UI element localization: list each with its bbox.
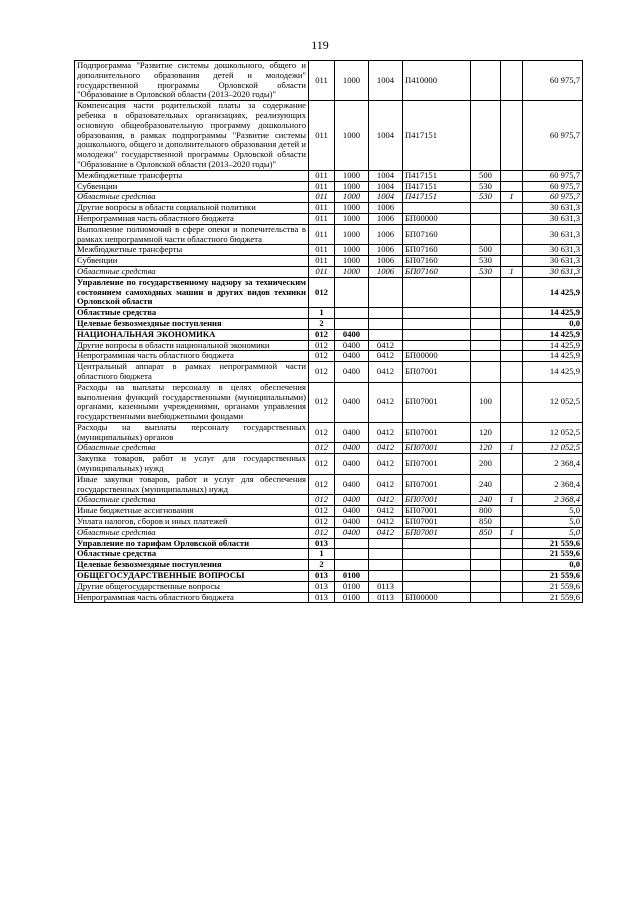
row-subsection-cell: 0412 xyxy=(369,495,403,506)
row-section-cell: 0400 xyxy=(335,329,369,340)
row-name-cell: НАЦИОНАЛЬНАЯ ЭКОНОМИКА xyxy=(75,329,309,340)
row-name-cell: Иные бюджетные ассигнования xyxy=(75,506,309,517)
row-amount-cell: 30 631,3 xyxy=(523,213,583,224)
row-section-cell: 0100 xyxy=(335,592,369,603)
row-amount-cell: 60 975,7 xyxy=(523,170,583,181)
row-name-cell: Целевые безвозмездные поступления xyxy=(75,318,309,329)
row-grbs-cell: 012 xyxy=(309,422,335,443)
row-grbs-cell: 011 xyxy=(309,213,335,224)
row-expense-type-cell: 240 xyxy=(471,474,501,495)
row-grbs-cell: 012 xyxy=(309,474,335,495)
row-source-cell xyxy=(501,506,523,517)
row-source-cell xyxy=(501,101,523,171)
row-section-cell xyxy=(335,549,369,560)
row-source-cell xyxy=(501,245,523,256)
row-section-cell xyxy=(335,560,369,571)
row-subsection-cell xyxy=(369,277,403,307)
row-target-article-cell: БП07001 xyxy=(403,382,471,422)
row-name-cell: Субвенции xyxy=(75,181,309,192)
row-target-article-cell: П417151 xyxy=(403,170,471,181)
row-grbs-cell: 2 xyxy=(309,318,335,329)
row-name-cell: Управление по государственному надзору за техническим состоянием самоходных машин и других видов техники Орловской области xyxy=(75,277,309,307)
row-source-cell xyxy=(501,329,523,340)
row-section-cell: 0400 xyxy=(335,474,369,495)
row-source-cell: 1 xyxy=(501,443,523,454)
row-name-cell: Компенсация части родительской платы за содержание ребенка в образовательных организациях, реализующих основную общеобразовательную программу дошкольного образования, в рамках подпрограммы "Развитие системы дошкольного, общего и дополнительного образования детей и молодежи" государственной программы Орловской области "Образование в Орловской области (2013–2020 годы)" xyxy=(75,101,309,171)
row-subsection-cell: 0412 xyxy=(369,340,403,351)
row-expense-type-cell xyxy=(471,592,501,603)
row-source-cell xyxy=(501,213,523,224)
row-amount-cell: 5,0 xyxy=(523,527,583,538)
row-amount-cell: 14 425,9 xyxy=(523,351,583,362)
row-subsection-cell: 0113 xyxy=(369,581,403,592)
table-row xyxy=(75,538,583,549)
row-expense-type-cell: 850 xyxy=(471,527,501,538)
row-grbs-cell: 012 xyxy=(309,527,335,538)
table-row xyxy=(75,266,583,277)
row-target-article-cell: БП07001 xyxy=(403,495,471,506)
row-subsection-cell: 0412 xyxy=(369,454,403,475)
row-section-cell: 0400 xyxy=(335,382,369,422)
row-subsection-cell xyxy=(369,549,403,560)
row-name-cell: Межбюджетные трансферты xyxy=(75,170,309,181)
row-subsection-cell: 0412 xyxy=(369,422,403,443)
row-amount-cell: 30 631,3 xyxy=(523,203,583,214)
row-name-cell: Областные средства xyxy=(75,527,309,538)
row-subsection-cell: 1004 xyxy=(369,170,403,181)
row-section-cell: 0400 xyxy=(335,422,369,443)
table-row xyxy=(75,581,583,592)
row-expense-type-cell: 530 xyxy=(471,256,501,267)
row-target-article-cell: П417151 xyxy=(403,101,471,171)
row-amount-cell: 21 559,6 xyxy=(523,571,583,582)
row-name-cell: Непрограммная часть областного бюджета xyxy=(75,351,309,362)
row-subsection-cell xyxy=(369,308,403,319)
row-name-cell: Областные средства xyxy=(75,549,309,560)
row-name-cell: Целевые безвозмездные поступления xyxy=(75,560,309,571)
row-section-cell xyxy=(335,308,369,319)
row-grbs-cell: 2 xyxy=(309,560,335,571)
row-section-cell: 0400 xyxy=(335,527,369,538)
row-subsection-cell: 0113 xyxy=(369,592,403,603)
row-section-cell: 0400 xyxy=(335,443,369,454)
row-target-article-cell: БП07160 xyxy=(403,256,471,267)
page-number: 119 xyxy=(311,38,329,52)
row-section-cell: 0400 xyxy=(335,340,369,351)
row-amount-cell: 60 975,7 xyxy=(523,61,583,101)
row-section-cell: 0400 xyxy=(335,454,369,475)
row-expense-type-cell: 850 xyxy=(471,517,501,528)
row-amount-cell: 14 425,9 xyxy=(523,362,583,383)
row-expense-type-cell xyxy=(471,61,501,101)
row-section-cell: 1000 xyxy=(335,192,369,203)
row-expense-type-cell: 240 xyxy=(471,495,501,506)
table-row xyxy=(75,443,583,454)
table-row xyxy=(75,517,583,528)
row-source-cell xyxy=(501,318,523,329)
row-subsection-cell xyxy=(369,538,403,549)
budget-table xyxy=(74,60,583,603)
table-row xyxy=(75,422,583,443)
row-source-cell xyxy=(501,538,523,549)
row-target-article-cell xyxy=(403,318,471,329)
row-expense-type-cell xyxy=(471,538,501,549)
row-target-article-cell: П417151 xyxy=(403,192,471,203)
row-target-article-cell: БП07001 xyxy=(403,362,471,383)
row-source-cell xyxy=(501,571,523,582)
row-source-cell xyxy=(501,351,523,362)
row-grbs-cell: 011 xyxy=(309,245,335,256)
row-grbs-cell: 012 xyxy=(309,329,335,340)
row-name-cell: Расходы на выплаты персоналу государственных (муниципальных) органов xyxy=(75,422,309,443)
row-target-article-cell: БП00000 xyxy=(403,213,471,224)
row-name-cell: Областные средства xyxy=(75,266,309,277)
table-row xyxy=(75,560,583,571)
row-target-article-cell: П417151 xyxy=(403,181,471,192)
row-expense-type-cell xyxy=(471,560,501,571)
row-expense-type-cell xyxy=(471,224,501,245)
row-grbs-cell: 011 xyxy=(309,61,335,101)
row-amount-cell: 5,0 xyxy=(523,506,583,517)
row-subsection-cell: 1006 xyxy=(369,266,403,277)
row-amount-cell: 30 631,3 xyxy=(523,256,583,267)
table-row xyxy=(75,277,583,307)
row-subsection-cell: 0412 xyxy=(369,474,403,495)
row-target-article-cell: БП07001 xyxy=(403,506,471,517)
table-row xyxy=(75,454,583,475)
row-name-cell: Субвенции xyxy=(75,256,309,267)
row-expense-type-cell xyxy=(471,549,501,560)
row-amount-cell: 30 631,3 xyxy=(523,224,583,245)
row-grbs-cell: 011 xyxy=(309,192,335,203)
row-subsection-cell: 0412 xyxy=(369,517,403,528)
row-section-cell: 1000 xyxy=(335,101,369,171)
row-amount-cell: 12 052,5 xyxy=(523,382,583,422)
row-name-cell: Другие вопросы в области национальной экономики xyxy=(75,340,309,351)
row-source-cell xyxy=(501,181,523,192)
row-expense-type-cell: 800 xyxy=(471,506,501,517)
row-target-article-cell xyxy=(403,277,471,307)
row-subsection-cell: 1004 xyxy=(369,101,403,171)
row-expense-type-cell: 200 xyxy=(471,454,501,475)
row-expense-type-cell: 530 xyxy=(471,266,501,277)
row-subsection-cell: 1006 xyxy=(369,256,403,267)
row-section-cell: 1000 xyxy=(335,245,369,256)
row-name-cell: Межбюджетные трансферты xyxy=(75,245,309,256)
row-section-cell: 0400 xyxy=(335,351,369,362)
row-amount-cell: 12 052,5 xyxy=(523,422,583,443)
row-source-cell xyxy=(501,549,523,560)
table-row xyxy=(75,213,583,224)
row-section-cell xyxy=(335,277,369,307)
row-grbs-cell: 012 xyxy=(309,506,335,517)
row-amount-cell: 21 559,6 xyxy=(523,538,583,549)
row-source-cell xyxy=(501,581,523,592)
row-name-cell: Центральный аппарат в рамках непрограммной части областного бюджета xyxy=(75,362,309,383)
row-amount-cell: 5,0 xyxy=(523,517,583,528)
row-source-cell xyxy=(501,592,523,603)
row-amount-cell: 14 425,9 xyxy=(523,340,583,351)
row-subsection-cell: 1004 xyxy=(369,61,403,101)
row-section-cell xyxy=(335,538,369,549)
row-section-cell: 0400 xyxy=(335,517,369,528)
table-row xyxy=(75,61,583,101)
row-name-cell: Подпрограмма "Развитие системы дошкольного, общего и дополнительного образования детей и молодежи" государственной программы Орловской области "Образование в Орловской области (2013–2020 годы)" xyxy=(75,61,309,101)
row-amount-cell: 12 052,5 xyxy=(523,443,583,454)
row-grbs-cell: 012 xyxy=(309,382,335,422)
row-target-article-cell: БП00000 xyxy=(403,592,471,603)
row-source-cell xyxy=(501,224,523,245)
row-grbs-cell: 011 xyxy=(309,256,335,267)
row-section-cell xyxy=(335,318,369,329)
row-name-cell: Областные средства xyxy=(75,443,309,454)
table-row xyxy=(75,203,583,214)
row-expense-type-cell xyxy=(471,581,501,592)
row-expense-type-cell xyxy=(471,318,501,329)
row-grbs-cell: 012 xyxy=(309,495,335,506)
row-expense-type-cell: 120 xyxy=(471,422,501,443)
row-subsection-cell: 0412 xyxy=(369,362,403,383)
row-grbs-cell: 011 xyxy=(309,266,335,277)
row-subsection-cell: 0412 xyxy=(369,506,403,517)
row-name-cell: Закупка товаров, работ и услуг для государственных (муниципальных) нужд xyxy=(75,454,309,475)
row-source-cell xyxy=(501,517,523,528)
row-amount-cell: 21 559,6 xyxy=(523,592,583,603)
row-target-article-cell: П410000 xyxy=(403,61,471,101)
row-grbs-cell: 012 xyxy=(309,340,335,351)
row-amount-cell: 0,0 xyxy=(523,318,583,329)
table-row xyxy=(75,256,583,267)
row-expense-type-cell: 100 xyxy=(471,382,501,422)
row-expense-type-cell xyxy=(471,340,501,351)
row-target-article-cell xyxy=(403,571,471,582)
row-target-article-cell: БП00000 xyxy=(403,351,471,362)
row-target-article-cell: БП07001 xyxy=(403,454,471,475)
row-section-cell: 1000 xyxy=(335,203,369,214)
row-name-cell: ОБЩЕГОСУДАРСТВЕННЫЕ ВОПРОСЫ xyxy=(75,571,309,582)
table-row xyxy=(75,245,583,256)
table-row xyxy=(75,495,583,506)
row-expense-type-cell: 120 xyxy=(471,443,501,454)
row-grbs-cell: 012 xyxy=(309,362,335,383)
row-target-article-cell: БП07160 xyxy=(403,245,471,256)
row-grbs-cell: 011 xyxy=(309,181,335,192)
row-target-article-cell xyxy=(403,329,471,340)
table-row xyxy=(75,192,583,203)
row-expense-type-cell xyxy=(471,277,501,307)
row-grbs-cell: 013 xyxy=(309,592,335,603)
row-expense-type-cell xyxy=(471,203,501,214)
row-amount-cell: 2 368,4 xyxy=(523,495,583,506)
table-row xyxy=(75,308,583,319)
row-source-cell xyxy=(501,474,523,495)
row-expense-type-cell xyxy=(471,101,501,171)
row-expense-type-cell xyxy=(471,571,501,582)
row-grbs-cell: 1 xyxy=(309,549,335,560)
row-section-cell: 0100 xyxy=(335,581,369,592)
row-section-cell: 0400 xyxy=(335,495,369,506)
row-grbs-cell: 1 xyxy=(309,308,335,319)
row-amount-cell: 14 425,9 xyxy=(523,329,583,340)
row-source-cell: 1 xyxy=(501,266,523,277)
row-subsection-cell: 1004 xyxy=(369,192,403,203)
row-section-cell: 1000 xyxy=(335,224,369,245)
table-row xyxy=(75,527,583,538)
row-source-cell xyxy=(501,454,523,475)
row-grbs-cell: 012 xyxy=(309,517,335,528)
row-name-cell: Другие вопросы в области социальной политики xyxy=(75,203,309,214)
row-target-article-cell: БП07160 xyxy=(403,224,471,245)
row-expense-type-cell: 500 xyxy=(471,245,501,256)
row-section-cell: 1000 xyxy=(335,170,369,181)
row-expense-type-cell xyxy=(471,308,501,319)
row-target-article-cell: БП07001 xyxy=(403,422,471,443)
row-expense-type-cell xyxy=(471,362,501,383)
row-subsection-cell: 1004 xyxy=(369,181,403,192)
row-source-cell xyxy=(501,422,523,443)
table-row xyxy=(75,474,583,495)
row-name-cell: Другие общегосударственные вопросы xyxy=(75,581,309,592)
row-expense-type-cell xyxy=(471,329,501,340)
row-subsection-cell xyxy=(369,318,403,329)
row-name-cell: Иные закупки товаров, работ и услуг для обеспечения государственных (муниципальных) нужд xyxy=(75,474,309,495)
row-grbs-cell: 012 xyxy=(309,277,335,307)
row-amount-cell: 14 425,9 xyxy=(523,308,583,319)
row-source-cell: 1 xyxy=(501,495,523,506)
row-grbs-cell: 013 xyxy=(309,581,335,592)
row-name-cell: Уплата налогов, сборов и иных платежей xyxy=(75,517,309,528)
row-name-cell: Непрограммная часть областного бюджета xyxy=(75,213,309,224)
row-name-cell: Управление по тарифам Орловской области xyxy=(75,538,309,549)
row-subsection-cell: 1006 xyxy=(369,245,403,256)
row-amount-cell: 2 368,4 xyxy=(523,474,583,495)
row-target-article-cell xyxy=(403,308,471,319)
row-name-cell: Областные средства xyxy=(75,192,309,203)
row-subsection-cell: 1006 xyxy=(369,213,403,224)
row-subsection-cell: 0412 xyxy=(369,527,403,538)
row-grbs-cell: 012 xyxy=(309,443,335,454)
row-grbs-cell: 011 xyxy=(309,170,335,181)
row-subsection-cell xyxy=(369,560,403,571)
row-section-cell: 0400 xyxy=(335,362,369,383)
row-grbs-cell: 013 xyxy=(309,538,335,549)
row-target-article-cell: БП07001 xyxy=(403,474,471,495)
row-section-cell: 1000 xyxy=(335,266,369,277)
row-source-cell: 1 xyxy=(501,527,523,538)
row-amount-cell: 30 631,3 xyxy=(523,245,583,256)
row-subsection-cell: 0412 xyxy=(369,351,403,362)
row-target-article-cell: БП07001 xyxy=(403,517,471,528)
table-row xyxy=(75,351,583,362)
row-grbs-cell: 013 xyxy=(309,571,335,582)
row-expense-type-cell: 500 xyxy=(471,170,501,181)
row-amount-cell: 30 631,3 xyxy=(523,266,583,277)
row-source-cell xyxy=(501,170,523,181)
row-amount-cell: 60 975,7 xyxy=(523,192,583,203)
row-section-cell: 1000 xyxy=(335,181,369,192)
row-section-cell: 0100 xyxy=(335,571,369,582)
table-row xyxy=(75,170,583,181)
row-source-cell xyxy=(501,362,523,383)
table-row xyxy=(75,224,583,245)
row-source-cell xyxy=(501,61,523,101)
row-source-cell xyxy=(501,308,523,319)
row-grbs-cell: 011 xyxy=(309,101,335,171)
row-amount-cell: 60 975,7 xyxy=(523,181,583,192)
row-target-article-cell xyxy=(403,203,471,214)
table-row xyxy=(75,571,583,582)
row-source-cell xyxy=(501,203,523,214)
row-grbs-cell: 012 xyxy=(309,454,335,475)
row-target-article-cell: БП07160 xyxy=(403,266,471,277)
row-target-article-cell xyxy=(403,340,471,351)
row-target-article-cell: БП07001 xyxy=(403,527,471,538)
row-subsection-cell: 1006 xyxy=(369,224,403,245)
row-amount-cell: 21 559,6 xyxy=(523,581,583,592)
row-amount-cell: 60 975,7 xyxy=(523,101,583,171)
row-expense-type-cell xyxy=(471,351,501,362)
table-row xyxy=(75,329,583,340)
row-target-article-cell xyxy=(403,581,471,592)
table-row xyxy=(75,592,583,603)
row-grbs-cell: 012 xyxy=(309,351,335,362)
row-section-cell: 1000 xyxy=(335,61,369,101)
row-grbs-cell: 011 xyxy=(309,224,335,245)
row-source-cell xyxy=(501,382,523,422)
row-subsection-cell: 0412 xyxy=(369,443,403,454)
row-amount-cell: 14 425,9 xyxy=(523,277,583,307)
row-source-cell xyxy=(501,256,523,267)
table-row xyxy=(75,382,583,422)
row-target-article-cell xyxy=(403,560,471,571)
row-grbs-cell: 011 xyxy=(309,203,335,214)
row-subsection-cell xyxy=(369,571,403,582)
row-source-cell: 1 xyxy=(501,192,523,203)
row-source-cell xyxy=(501,340,523,351)
row-subsection-cell: 1006 xyxy=(369,203,403,214)
table-row xyxy=(75,181,583,192)
row-amount-cell: 2 368,4 xyxy=(523,454,583,475)
row-subsection-cell: 0412 xyxy=(369,382,403,422)
row-section-cell: 1000 xyxy=(335,213,369,224)
row-expense-type-cell: 530 xyxy=(471,181,501,192)
row-amount-cell: 21 559,6 xyxy=(523,549,583,560)
row-expense-type-cell xyxy=(471,213,501,224)
row-name-cell: Областные средства xyxy=(75,495,309,506)
row-target-article-cell xyxy=(403,538,471,549)
row-target-article-cell xyxy=(403,549,471,560)
row-source-cell xyxy=(501,560,523,571)
row-name-cell: Расходы на выплаты персоналу в целях обеспечения выполнения функций государственными (муниципальными) органами, казенными учреждениями, органами управления государственными внебюджетными фондами xyxy=(75,382,309,422)
table-row xyxy=(75,340,583,351)
row-target-article-cell: БП07001 xyxy=(403,443,471,454)
row-amount-cell: 0,0 xyxy=(523,560,583,571)
row-source-cell xyxy=(501,277,523,307)
row-name-cell: Выполнение полномочий в сфере опеки и попечительства в рамках непрограммной части областного бюджета xyxy=(75,224,309,245)
table-row xyxy=(75,362,583,383)
table-row xyxy=(75,506,583,517)
table-row xyxy=(75,549,583,560)
row-section-cell: 0400 xyxy=(335,506,369,517)
table-row xyxy=(75,101,583,171)
row-name-cell: Непрограммная часть областного бюджета xyxy=(75,592,309,603)
row-name-cell: Областные средства xyxy=(75,308,309,319)
row-expense-type-cell: 530 xyxy=(471,192,501,203)
row-subsection-cell xyxy=(369,329,403,340)
table-row xyxy=(75,318,583,329)
row-section-cell: 1000 xyxy=(335,256,369,267)
